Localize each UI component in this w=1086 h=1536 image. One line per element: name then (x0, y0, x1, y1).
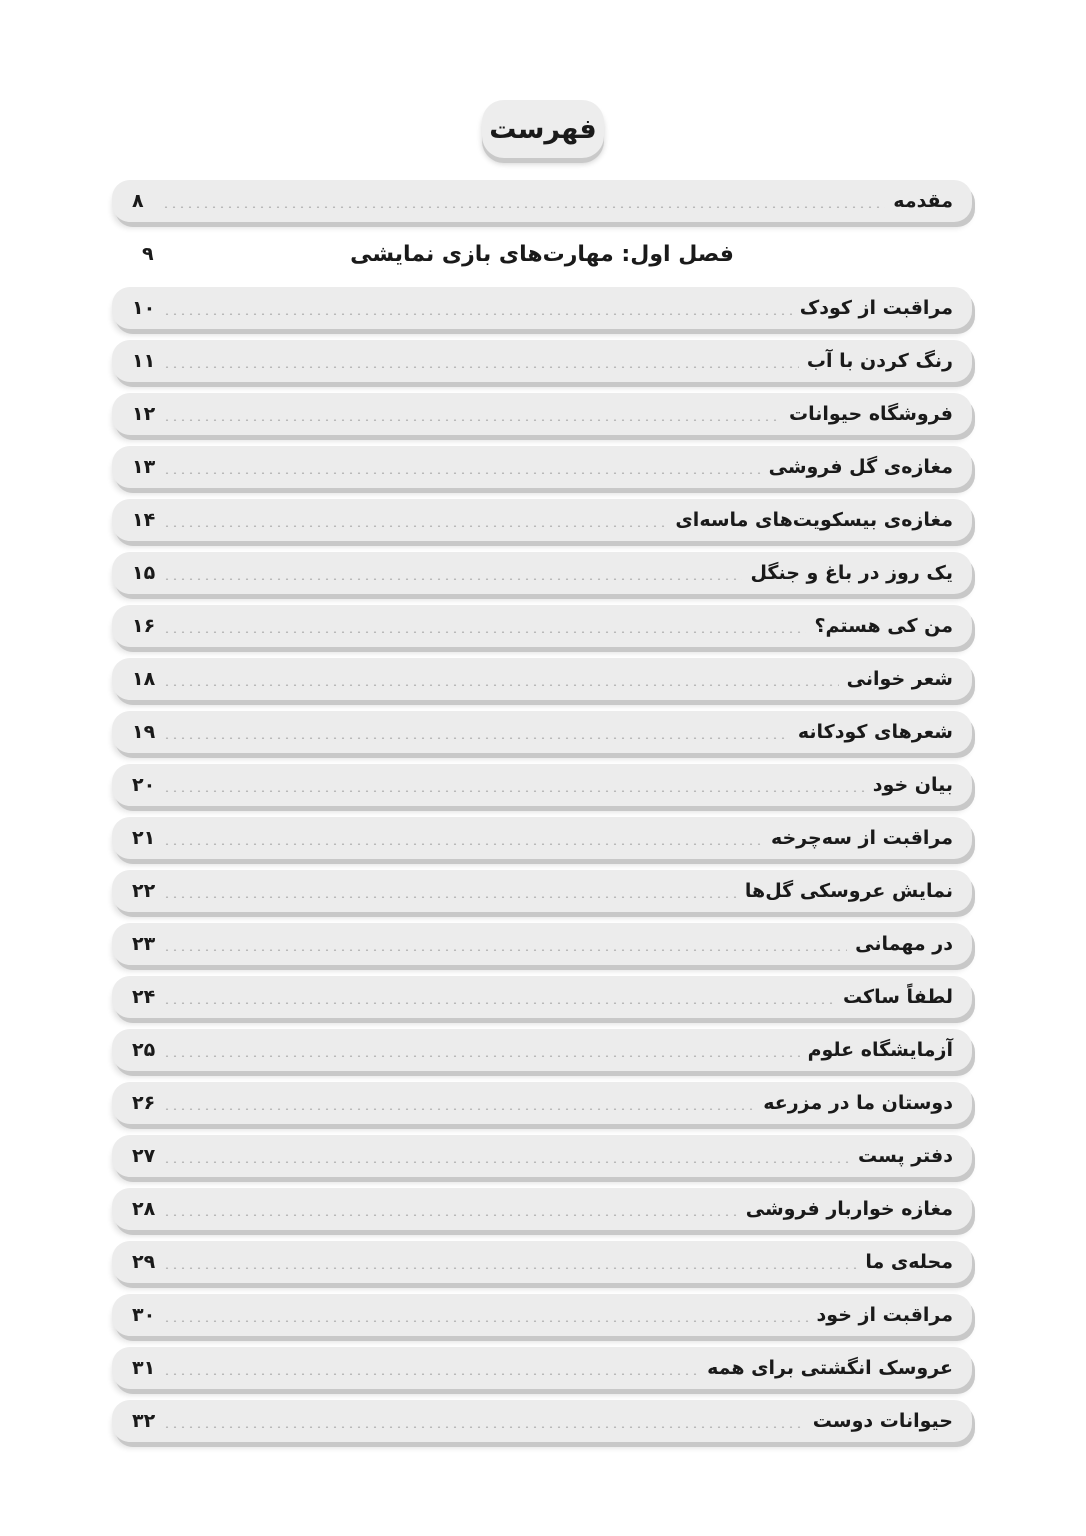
toc-entry-label: محله‌ی ما (865, 1251, 953, 1273)
toc-page-number: ۱۳ (132, 456, 156, 478)
toc-row[interactable] (112, 658, 972, 700)
page-title: فهرست (482, 100, 604, 158)
toc-entry-label: یک روز در باغ و جنگل (750, 562, 953, 584)
toc-entry-label: در مهمانی (855, 933, 953, 955)
toc-page-number: ۲۳ (132, 933, 156, 955)
toc-row[interactable] (112, 1347, 972, 1389)
toc-entry-label: مقدمه (893, 190, 953, 212)
toc-page-number: ۳۲ (132, 1410, 156, 1432)
toc-row[interactable] (112, 1294, 972, 1336)
toc-entry-label: رنگ کردن با آب (806, 350, 953, 372)
toc-entry-label: شعرهای کودکانه (797, 721, 953, 743)
toc-entry-label: مغازه‌ی گل فروشی (768, 456, 953, 478)
toc-row[interactable] (112, 817, 972, 859)
dot-leader (163, 525, 667, 527)
toc-entry-label: دفتر پست (858, 1145, 953, 1167)
dot-leader (163, 1161, 850, 1163)
chapter-heading-row[interactable] (112, 229, 972, 279)
toc-page-number: ۲۷ (132, 1145, 156, 1167)
toc-entry-label: مغازه‌ی بیسکویت‌های ماسه‌ای (675, 509, 953, 531)
dot-leader (163, 949, 847, 951)
toc-row[interactable] (112, 711, 972, 753)
toc-page-number: ۲۰ (132, 774, 156, 796)
dot-leader (163, 1373, 699, 1375)
dot-leader (162, 206, 885, 208)
toc-row[interactable] (112, 1082, 972, 1124)
toc-page-number: ۲۸ (132, 1198, 156, 1220)
toc-page-number: ۲۵ (132, 1039, 156, 1061)
toc-page-number: ۱۵ (132, 562, 156, 584)
toc-row[interactable] (112, 393, 972, 435)
toc-page-number: ۸ (132, 190, 144, 212)
toc-row[interactable] (112, 1029, 972, 1071)
toc-entry-label: بیان خود (872, 774, 953, 796)
toc-entry-label: لطفاً ساکت (842, 986, 953, 1008)
dot-leader (163, 472, 760, 474)
toc-row[interactable] (112, 764, 972, 806)
toc-entry-label: عروسک انگشتی برای همه (707, 1357, 953, 1379)
dot-leader (163, 737, 790, 739)
toc-page-number: ۲۲ (132, 880, 156, 902)
toc-row[interactable] (112, 1135, 972, 1177)
toc-page-number: ۱۲ (132, 403, 156, 425)
toc-page-number: ۲۴ (132, 986, 156, 1008)
toc-page-number: ۲۶ (132, 1092, 156, 1114)
toc-row-intro[interactable] (112, 180, 972, 222)
dot-leader (163, 631, 806, 633)
toc-row[interactable] (112, 340, 972, 382)
toc-row[interactable] (112, 870, 972, 912)
toc-entry-label: فروشگاه حیوانات (788, 403, 953, 425)
dot-leader (163, 1267, 857, 1269)
dot-leader (163, 1320, 808, 1322)
toc-row[interactable] (112, 1400, 972, 1442)
toc-entry-label: مراقبت از خود (816, 1304, 953, 1326)
toc-entry-label: مغازه خواربار فروشی (745, 1198, 953, 1220)
toc-row[interactable] (112, 1188, 972, 1230)
dot-leader (163, 1426, 805, 1428)
toc-page-number: ۱۱ (132, 350, 156, 372)
dot-leader (163, 1214, 738, 1216)
toc-row[interactable] (112, 287, 972, 329)
dot-leader (163, 843, 763, 845)
dot-leader (163, 1055, 799, 1057)
toc-row[interactable] (112, 499, 972, 541)
toc-page-number: ۱۹ (132, 721, 156, 743)
dot-leader (163, 1002, 835, 1004)
chapter-page-number: ۹ (142, 243, 154, 265)
toc-page-number: ۳۰ (132, 1304, 156, 1326)
dot-leader (163, 790, 865, 792)
toc-page-number: ۱۴ (132, 509, 156, 531)
dot-leader (163, 1108, 755, 1110)
dot-leader (163, 366, 799, 368)
chapter-title: فصل اول: مهارت‌های بازی نمایشی (350, 241, 734, 267)
toc-row[interactable] (112, 605, 972, 647)
toc-entry-label: شعر خوانی (846, 668, 953, 690)
toc-entry-label: دوستان ما در مزرعه (763, 1092, 953, 1114)
table-of-contents (112, 180, 972, 1453)
toc-row[interactable] (112, 1241, 972, 1283)
toc-page-number: ۱۸ (132, 668, 156, 690)
toc-page-number: ۳۱ (132, 1357, 156, 1379)
toc-row[interactable] (112, 552, 972, 594)
toc-entry-label: مراقبت از کودک (799, 297, 953, 319)
toc-page-number: ۱۰ (132, 297, 156, 319)
toc-entry-label: مراقبت از سه‌چرخه (770, 827, 953, 849)
toc-entry-label: آزمایشگاه علوم (807, 1039, 953, 1061)
toc-page-number: ۲۱ (132, 827, 156, 849)
toc-page-number: ۲۹ (132, 1251, 156, 1273)
toc-row[interactable] (112, 446, 972, 488)
toc-row[interactable] (112, 976, 972, 1018)
dot-leader (163, 313, 792, 315)
toc-row[interactable] (112, 923, 972, 965)
dot-leader (163, 419, 781, 421)
dot-leader (163, 896, 737, 898)
toc-entry-label: نمایش عروسکی گل‌ها (744, 880, 953, 902)
toc-entry-label: حیوانات دوست (812, 1410, 953, 1432)
dot-leader (163, 578, 742, 580)
toc-page-number: ۱۶ (132, 615, 156, 637)
dot-leader (163, 684, 838, 686)
toc-entry-label: من کی هستم؟ (814, 615, 953, 637)
